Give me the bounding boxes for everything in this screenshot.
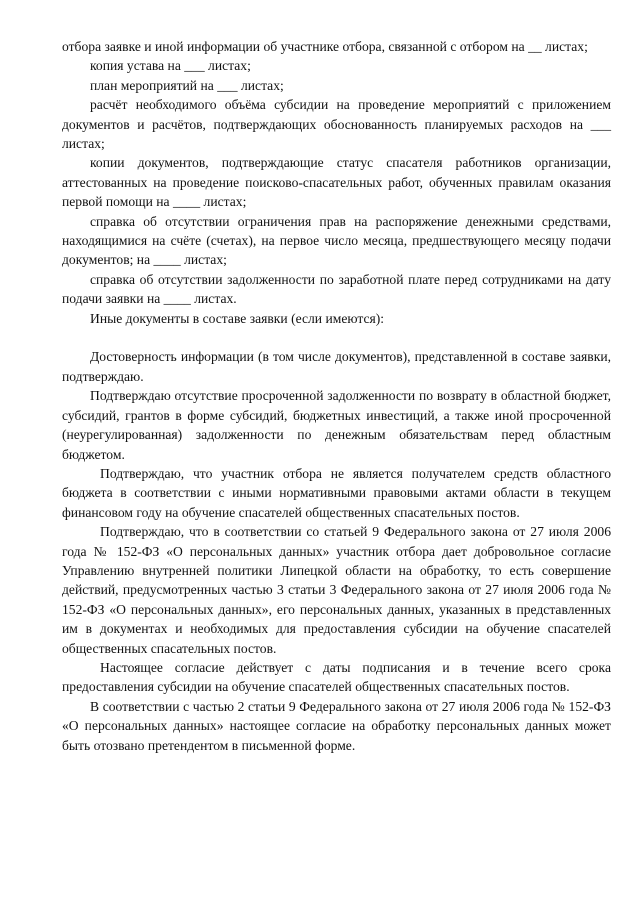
document-body <box>62 37 611 755</box>
paragraph-consent-validity: Настоящее согласие действует с даты подписания и в течение всего срока предоставления субсидии на обучение спасателей общественных спасательных постов. <box>62 659 611 695</box>
paragraph-subsidy-calculation: расчёт необходимого объёма субсидии на проведение мероприятий с приложением документов и расчётов, подтверждающих обоснованность планируемых расходов на ___ листах; <box>62 97 611 152</box>
paragraph-no-overdue-debt: Подтверждаю отсутствие просроченной задолженности по возврату в областной бюджет, субсидий, грантов в форме субсидий, бюджетных инвестиций, а также иной просроченной (неурегулированная) задолженности по денежным обязательствам перед областным бюджетом. <box>62 388 611 462</box>
blank-line <box>62 328 611 347</box>
paragraph-other-documents: Иные документы в составе заявки (если имеются): <box>90 310 385 326</box>
paragraph-not-budget-recipient: Подтверждаю, что участник отбора не является получателем средств областного бюджета в соответствии с иными нормативными правовыми актами области в текущем финансовом году на обучение спасателей общественных спасательных постов. <box>62 465 611 520</box>
paragraph-personal-data-consent: Подтверждаю, что в соответствии со статьей 9 Федерального закона от 27 июля 2006 года № 152-ФЗ «О персональных данных» участник отбора дает добровольное согласие Управлению внутренней политики Липецкой области на обработку, то есть совершение действий, предусмотренных частью 3 статьи 3 Федерального закона от 27 июля 2006 года № 152-ФЗ «О персональных данных», его персональных данных, указанных в представленных им в документах и необходимых для предоставления субсидии на обучение спасателей общественных спасательных постов. <box>62 524 611 656</box>
paragraph-consent-withdrawal: В соответствии с частью 2 статьи 9 Федерального закона от 27 июля 2006 года № 152-ФЗ «О персональных данных» настоящее согласие на обработку персональных данных может быть отозвано претендентом в письменной форме. <box>62 698 611 753</box>
paragraph-salary-debt-certificate: справка об отсутствии задолженности по заработной плате перед сотрудниками на дату подачи заявки на ____ листах. <box>62 271 611 307</box>
paragraph-account-restrictions-certificate: справка об отсутствии ограничения прав на распоряжение денежными средствами, находящимися на счёте (счетах), на первое число месяца, предшествующего месяцу подачи документов; на ____ листах; <box>62 213 611 268</box>
paragraph-rescuer-status-documents: копии документов, подтверждающие статус спасателя работников организации, аттестованных на проведение поисково-спасательных работ, обученных правилам оказания первой помощи на ____ листах; <box>62 155 611 210</box>
paragraph-information-accuracy: Достоверность информации (в том числе документов), представленной в составе заявки, подтверждаю. <box>62 349 611 384</box>
paragraph-application-info: отбора заявке и иной информации об участнике отбора, связанной с отбором на __ листах; <box>62 39 588 54</box>
paragraph-charter-copy: копия устава на ___ листах; <box>90 58 251 74</box>
paragraph-event-plan: план мероприятий на ___ листах; <box>90 77 284 93</box>
